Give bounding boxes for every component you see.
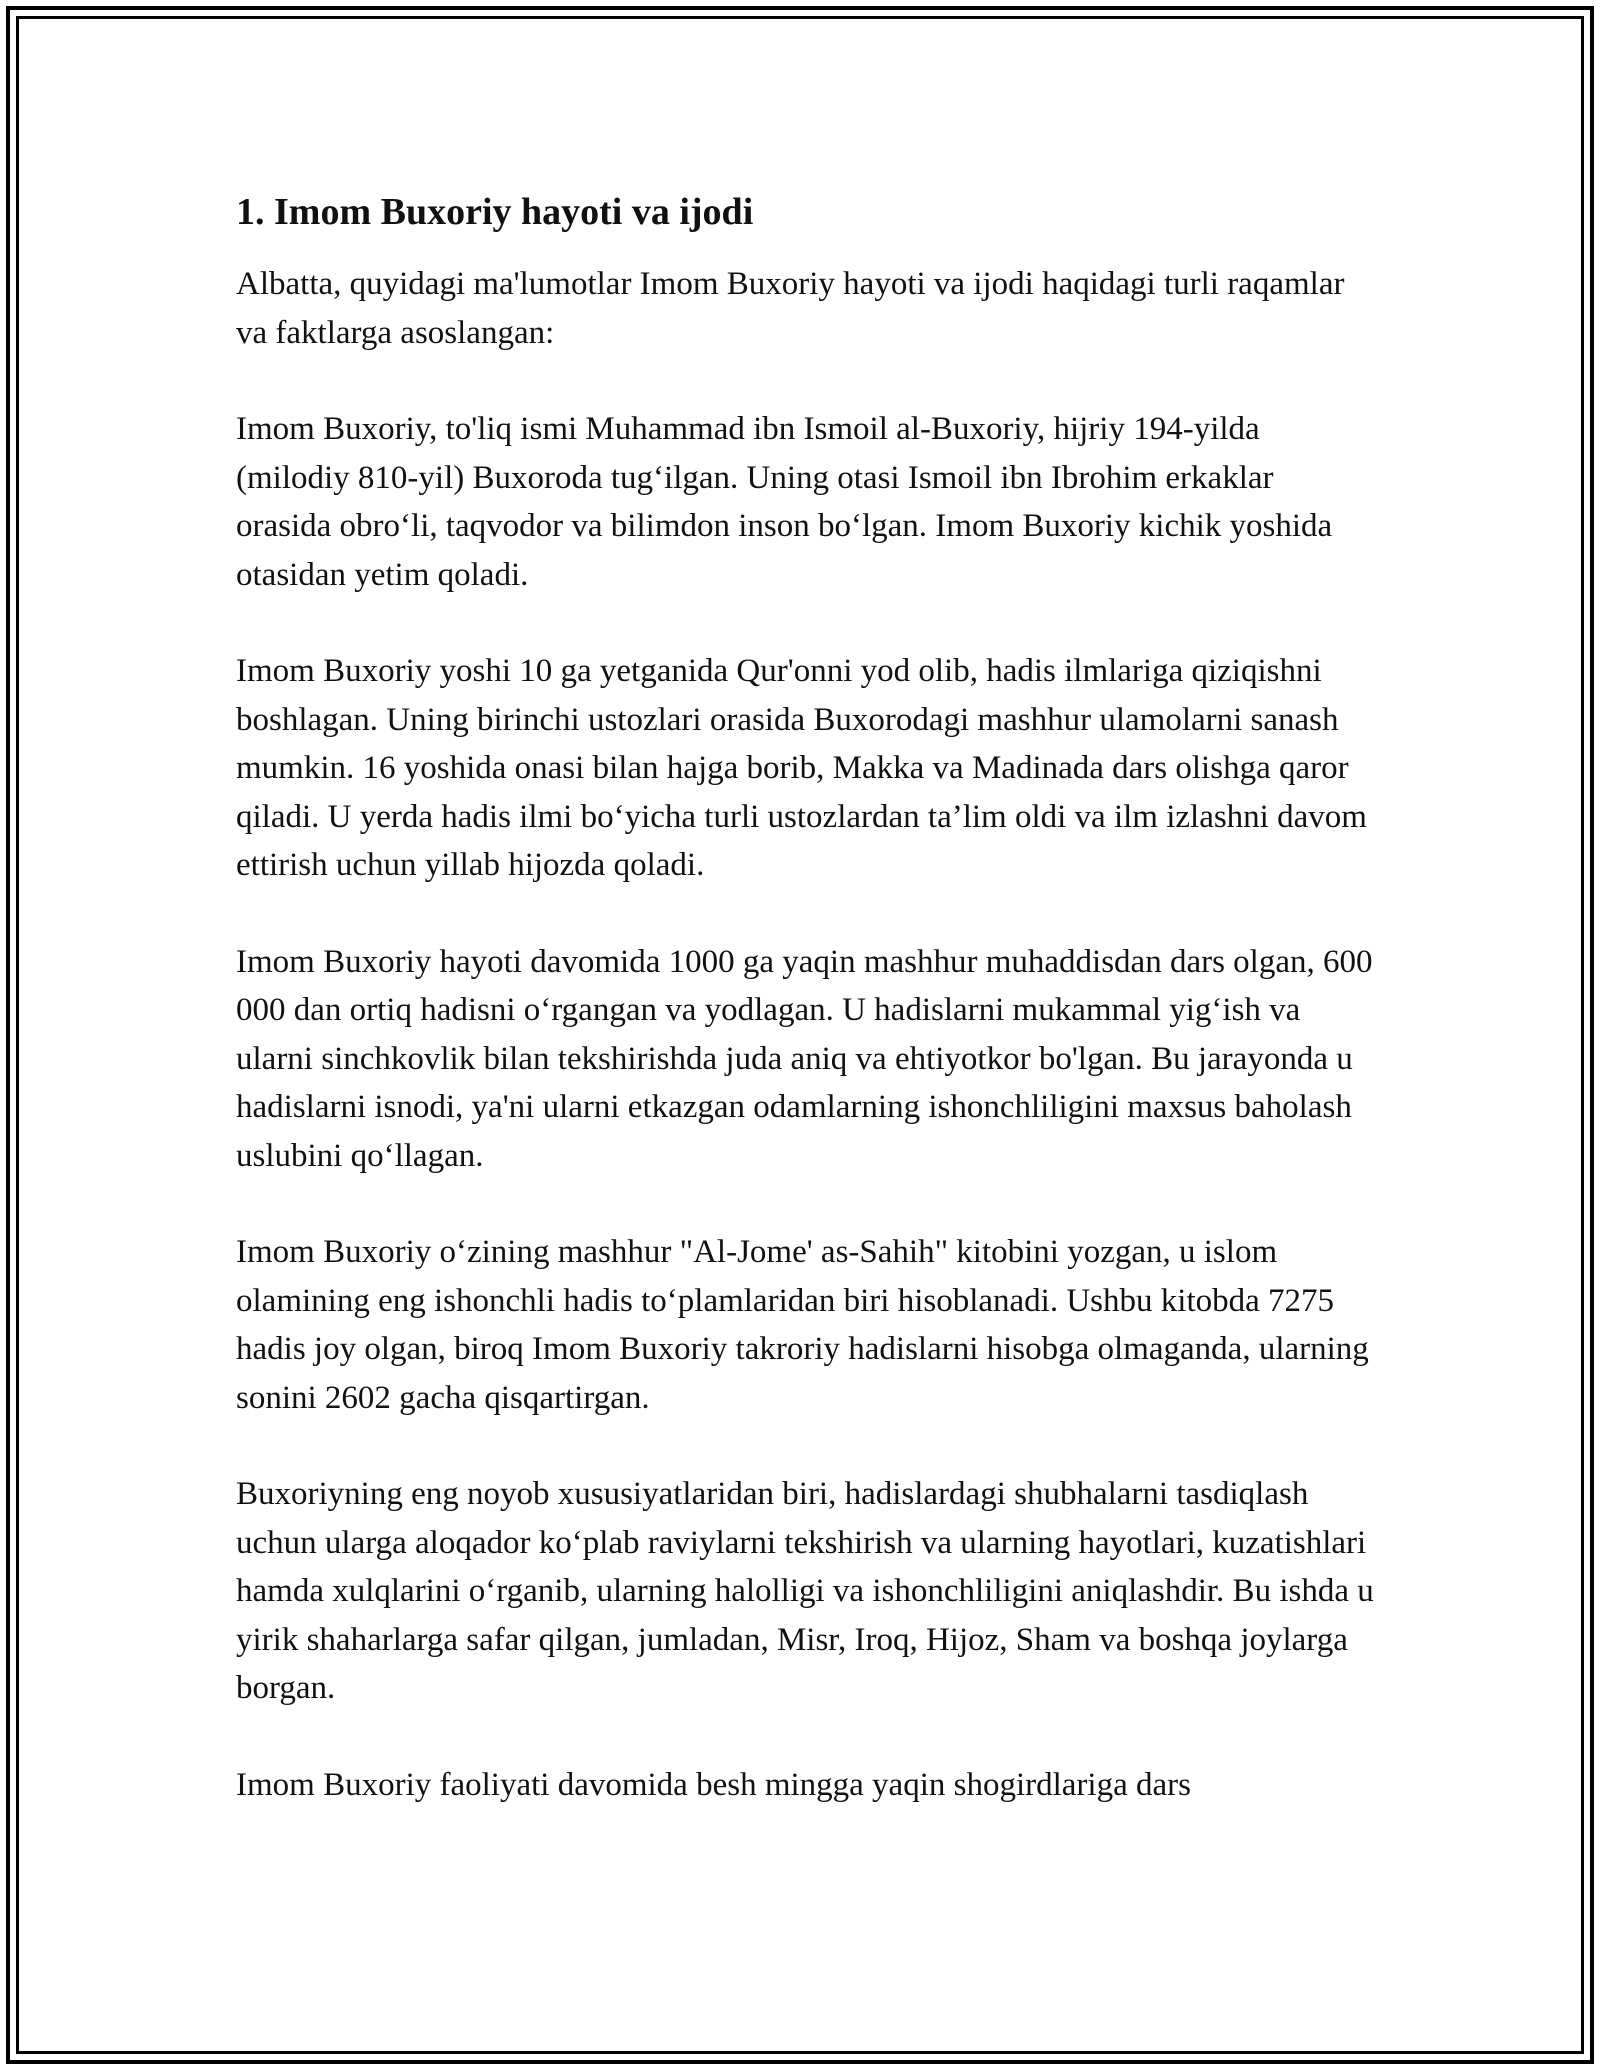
paragraph-verification: Buxoriyning eng noyob xususiyatlaridan biri, hadislardagi shubhalarni tasdiqlash uchun ularga aloqador ko‘plab raviylarni tekshirish va ularning hayotlari, kuzatishlari hamda xulqlarini o‘rganib, ularning halolligi va ishonchliligini aniqlashdir. Bu ishda u yirik shaharlarga safar qilgan, jumladan, Misr, Iroq, Hijoz, Sham va boshqa joylarga borgan. bbox=[236, 1476, 1374, 1706]
paragraph-hadith-study: Imom Buxoriy hayoti davomida 1000 ga yaqin mashhur muhaddisdan dars olgan, 600 000 dan ortiq hadisni o‘rgangan va yodlagan. U hadislarni mukammal yig‘ish va ularni sinchkovlik bilan tekshirishda juda aniq va ehtiyotkor bo'lgan. Bu jarayonda u hadislarni isnodi, ya'ni ularni etkazgan odamlarning ishonchliligini maxsus baholash uslubini qo‘llagan. bbox=[236, 943, 1373, 1174]
paragraph-students: Imom Buxoriy faoliyati davomida besh mingga yaqin shogirdlariga dars bbox=[236, 1766, 1191, 1803]
paragraph-education: Imom Buxoriy yoshi 10 ga yetganida Qur'onni yod olib, hadis ilmlariga qiziqishni boshlagan. Uning birinchi ustozlari orasida Buxorodagi mashhur ulamolarni sanash mumkin. 16 yoshida onasi bilan hajga borib, Makka va Madinada dars olishga qaror qiladi. U yerda hadis ilmi bo‘yicha turli ustozlardan ta’lim oldi va ilm izlashni davom ettirish uchun yillab hijozda qoladi. bbox=[236, 653, 1367, 883]
paragraph-birth: Imom Buxoriy, to'liq ismi Muhammad ibn Ismoil al-Buxoriy, hijriy 194-yilda (milodiy 810-yil) Buxoroda tug‘ilgan. Uning otasi Ismoil ibn Ibrohim erkaklar orasida obro‘li, taqvodor va bilimdon inson bo‘lgan. Imom Buxoriy kichik yoshida otasidan yetim qoladi. bbox=[236, 411, 1333, 593]
paragraph-intro: Albatta, quyidagi ma'lumotlar Imom Buxoriy hayoti va ijodi haqidagi turli raqamlar va faktlarga asoslangan: bbox=[236, 266, 1345, 351]
paragraph-al-jome: Imom Buxoriy o‘zining mashhur "Al-Jome' as-Sahih" kitobini yozgan, u islom olamining eng ishonchli hadis to‘plamlaridan biri hisoblanadi. Ushbu kitobda 7275 hadis joy olgan, biroq Imom Buxoriy takroriy hadislarni hisobga olmaganda, ularning sonini 2602 gacha qisqartirgan. bbox=[236, 1234, 1369, 1416]
document-body bbox=[236, 186, 1376, 1857]
section-heading: 1. Imom Buxoriy hayoti va ijodi bbox=[236, 191, 754, 233]
